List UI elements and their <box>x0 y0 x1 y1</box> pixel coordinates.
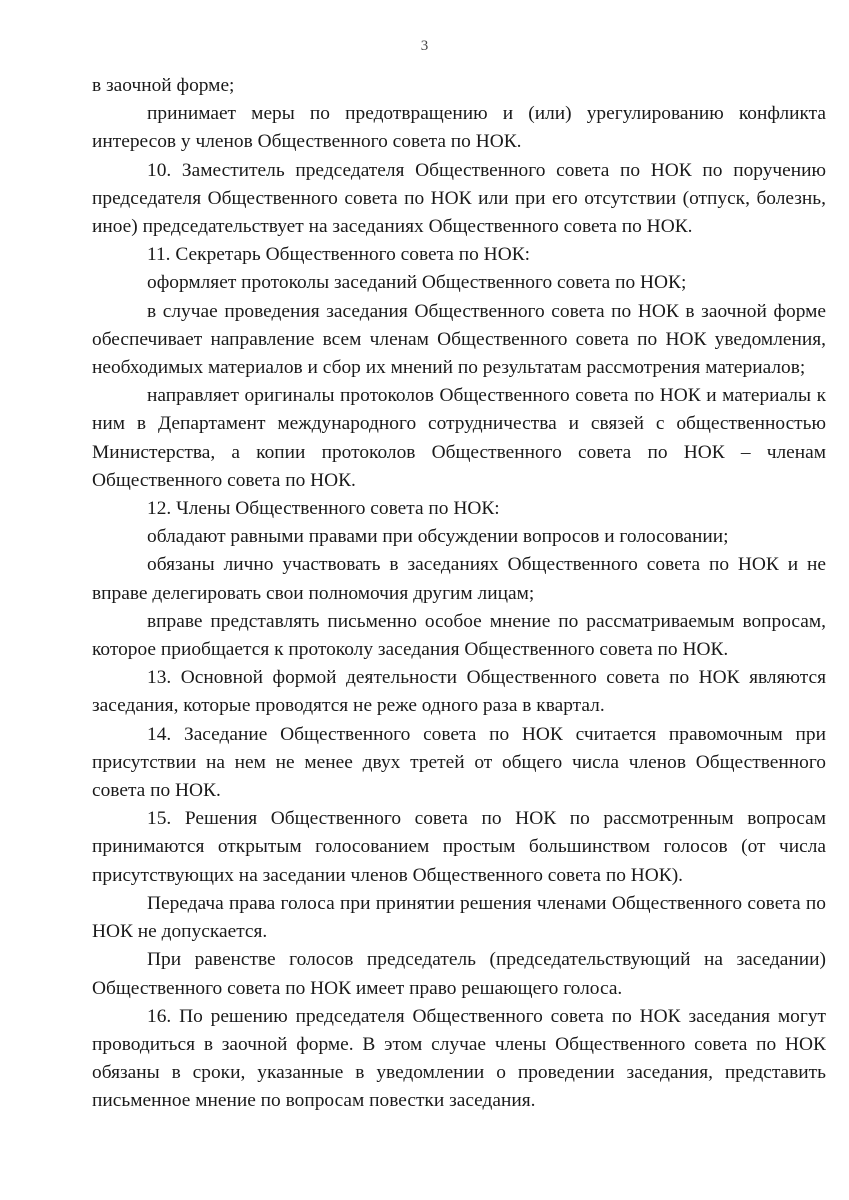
document-body <box>92 72 826 1116</box>
paragraph-6: направляет оригиналы протоколов Общественного совета по НОК и материалы к ним в Департамент международного сотрудничества и связей с общественностью Министерства, а копии протоколов Общественного совета по НОК – членам Общественного совета по НОК. <box>92 385 826 491</box>
paragraph-9: обязаны лично участвовать в заседаниях Общественного совета по НОК и не вправе делегировать свои полномочия другим лицам; <box>92 554 826 604</box>
page-number: 3 <box>420 38 429 54</box>
paragraph-15: При равенстве голосов председатель (председательствующий на заседании) Общественного совета по НОК имеет право решающего голоса. <box>92 949 826 999</box>
paragraph-3: 11. Секретарь Общественного совета по НОК: <box>147 244 531 266</box>
paragraph-16: 16. По решению председателя Общественного совета по НОК заседания могут проводиться в заочной форме. В этом случае члены Общественного совета по НОК обязаны в сроки, указанные в уведомлении о проведении заседания, представить письменное мнение по вопросам повестки заседания. <box>92 1005 826 1112</box>
paragraph-2: 10. Заместитель председателя Общественного совета по НОК по поручению председателя Общественного совета по НОК или при его отсутствии (отпуск, болезнь, иное) председательствует на заседаниях Общественного совета по НОК. <box>92 159 826 238</box>
paragraph-10: вправе представлять письменно особое мнение по рассматриваемым вопросам, которое приобщается к протоколу заседания Общественного совета по НОК. <box>92 610 826 661</box>
paragraph-5: в случае проведения заседания Общественного совета по НОК в заочной форме обеспечивает направление всем членам Общественного совета по НОК уведомления, необходимых материалов и сбор их мнений по результатам рассмотрения материалов; <box>92 300 826 379</box>
paragraph-13: 15. Решения Общественного совета по НОК по рассмотренным вопросам принимаются открытым голосованием простым большинством голосов (от числа присутствующих на заседании членов Общественного совета по НОК). <box>92 808 826 886</box>
paragraph-14: Передача права голоса при принятии решения членами Общественного совета по НОК не допускается. <box>92 892 826 943</box>
paragraph-8: обладают равными правами при обсуждении вопросов и голосовании; <box>147 526 729 548</box>
paragraph-12: 14. Заседание Общественного совета по НОК считается правомочным при присутствии на нем не менее двух третей от общего числа членов Общественного совета по НОК. <box>92 723 826 802</box>
paragraph-0: в заочной форме; <box>92 75 235 96</box>
paragraph-4: оформляет протоколы заседаний Общественного совета по НОК; <box>147 272 687 294</box>
paragraph-1: принимает меры по предотвращению и (или) урегулированию конфликта интересов у членов Общественного совета по НОК. <box>92 103 826 153</box>
paragraph-11: 13. Основной формой деятельности Общественного совета по НОК являются заседания, которые проводятся не реже одного раза в квартал. <box>92 667 826 717</box>
paragraph-7: 12. Члены Общественного совета по НОК: <box>147 498 500 520</box>
